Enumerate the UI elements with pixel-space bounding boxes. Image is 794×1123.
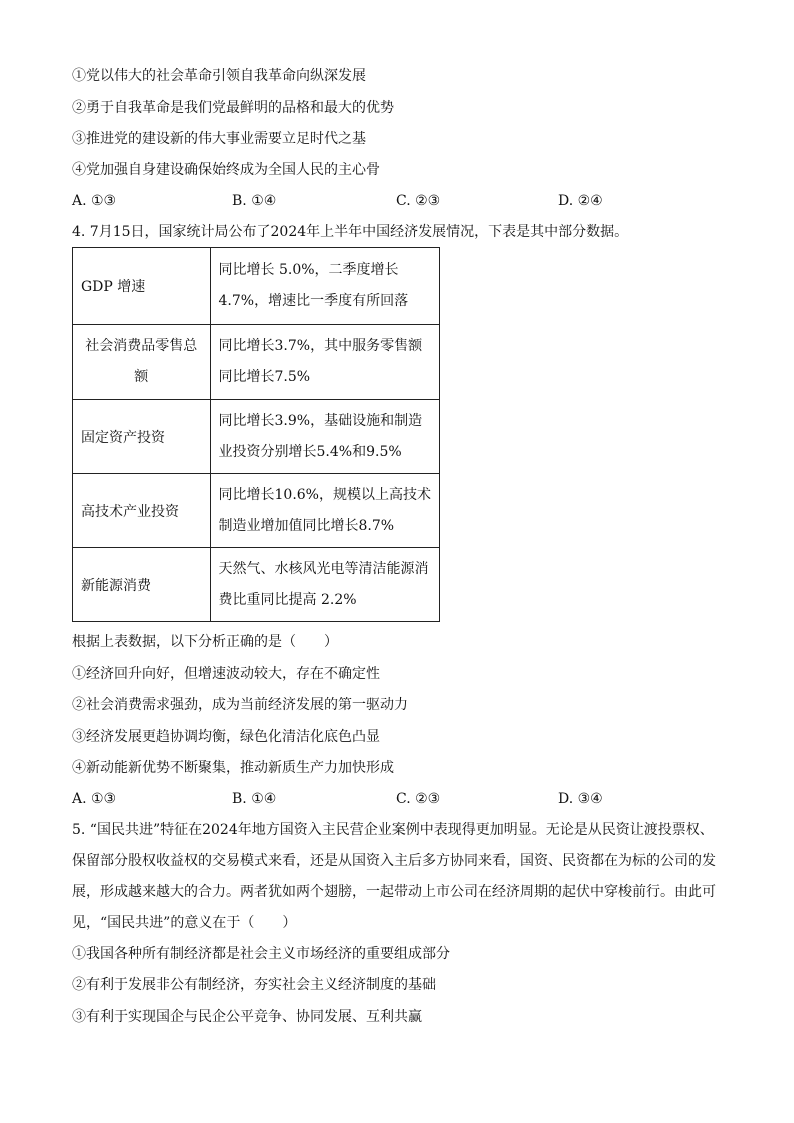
q3-statement-1: ①党以伟大的社会革命引领自我革命向纵深发展 xyxy=(72,68,366,84)
table-value: 天然气、水核风光电等清洁能源消 费比重同比提高 2.2% xyxy=(210,548,439,622)
q5-statement-3: ③有利于实现国企与民企公平竞争、协同发展、互利共赢 xyxy=(72,1009,422,1025)
q5-stem xyxy=(72,815,732,939)
table-row xyxy=(73,325,440,400)
q3-statement-3: ③推进党的建设新的伟大事业需要立足时代之基 xyxy=(72,131,366,147)
q5-statement-1: ①我国各种所有制经济都是社会主义市场经济的重要组成部分 xyxy=(72,946,450,962)
q3-statement-4: ④党加强自身建设确保始终成为全国人民的主心骨 xyxy=(72,162,380,178)
table-value: 同比增长3.9%，基础设施和制造 业投资分别增长5.4%和9.5% xyxy=(210,400,439,474)
table-key: GDP 增速 xyxy=(73,248,211,325)
table-value: 同比增长 5.0%，二季度增长 4.7%，增速比一季度有所回落 xyxy=(210,248,439,325)
table-row xyxy=(73,548,440,622)
table-key: 社会消费品零售总额 xyxy=(73,325,211,400)
q5-statement-2: ②有利于发展非公有制经济，夯实社会主义经济制度的基础 xyxy=(72,977,436,993)
q3-option-d: D. ②④ xyxy=(558,193,603,209)
q4-option-b: B. ①④ xyxy=(232,791,277,807)
table-row xyxy=(73,400,440,474)
q4-statement-4: ④新动能新优势不断聚集，推动新质生产力加快形成 xyxy=(72,760,394,776)
table-value: 同比增长3.7%，其中服务零售额 同比增长7.5% xyxy=(210,325,439,400)
table-key: 高技术产业投资 xyxy=(73,474,211,548)
q4-statement-1: ①经济回升向好，但增速波动较大，存在不确定性 xyxy=(72,666,380,682)
q4-statement-2: ②社会消费需求强劲，成为当前经济发展的第一驱动力 xyxy=(72,697,408,713)
q4-option-d: D. ③④ xyxy=(558,791,603,807)
economic-data-table xyxy=(72,247,440,622)
table-value: 同比增长10.6%，规模以上高技术 制造业增加值同比增长8.7% xyxy=(210,474,439,548)
table-key: 固定资产投资 xyxy=(73,400,211,474)
q4-statement-3: ③经济发展更趋协调均衡，绿色化清洁化底色凸显 xyxy=(72,729,380,745)
table-row xyxy=(73,474,440,548)
q3-option-a: A. ①③ xyxy=(72,193,117,209)
table-key: 新能源消费 xyxy=(73,548,211,622)
q3-option-c: C. ②③ xyxy=(396,193,441,209)
q5-stem-line: 展，形成越来越大的合力。两者犹如两个翅膀，一起带动上市公司在经济周期的起伏中穿梭前行。由此可 xyxy=(72,884,716,900)
q5-stem-line: 见，“国民共进”的意义在于（ ） xyxy=(72,915,297,931)
q4-option-c: C. ②③ xyxy=(396,791,441,807)
q4-question: 根据上表数据，以下分析正确的是（ ） xyxy=(72,634,338,650)
q4-option-a: A. ①③ xyxy=(72,791,117,807)
q5-stem-line: 保留部分股权收益权的交易模式来看，还是从国资入主后多方协同来看，国资、民资都在为标的公司的发 xyxy=(72,853,716,869)
q5-stem-line: 5. “国民共进”特征在2024年地方国资入主民营企业案例中表现得更加明显。无论是从民资让渡投票权、 xyxy=(72,822,714,838)
q3-statement-2: ②勇于自我革命是我们党最鲜明的品格和最大的优势 xyxy=(72,100,394,116)
table-row xyxy=(73,248,440,325)
q4-stem: 4. 7月15日，国家统计局公布了2024年上半年中国经济发展情况，下表是其中部分数据。 xyxy=(72,224,629,240)
q3-option-b: B. ①④ xyxy=(232,193,277,209)
